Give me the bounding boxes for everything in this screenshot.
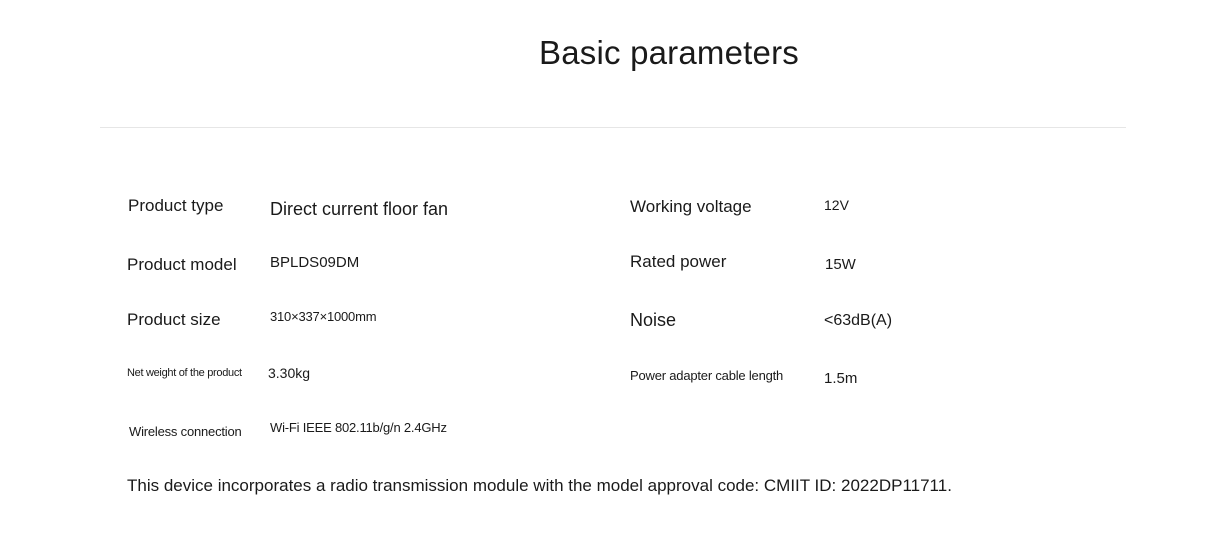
param-label-wireless-connection: Wireless connection: [129, 424, 242, 439]
radio-module-notice: This device incorporates a radio transmission module with the model approval code: CMIIT ID: 2022DP11711.: [127, 476, 952, 495]
param-label-noise: Noise: [630, 310, 677, 330]
param-label-working-voltage: Working voltage: [630, 197, 752, 216]
param-label-net-weight: Net weight of the product: [127, 367, 242, 379]
param-value-working-voltage: 12V: [824, 197, 849, 213]
param-label-power-adapter-cable-length: Power adapter cable length: [630, 368, 784, 383]
param-value-power-adapter-cable-length: 1.5m: [824, 370, 858, 387]
param-value-product-type: Direct current floor fan: [270, 199, 449, 219]
param-label-product-model: Product model: [127, 255, 237, 274]
page-title: Basic parameters: [539, 34, 799, 71]
param-value-rated-power: 15W: [825, 256, 856, 273]
param-value-wireless-connection: Wi-Fi IEEE 802.11b/g/n 2.4GHz: [270, 420, 447, 435]
param-value-product-size: 310×337×1000mm: [270, 309, 377, 324]
param-value-product-model: BPLDS09DM: [270, 254, 360, 271]
param-value-noise: <63dB(A): [824, 312, 893, 329]
param-value-net-weight: 3.30kg: [268, 365, 311, 381]
param-label-product-size: Product size: [127, 310, 221, 329]
title-divider: [100, 127, 1126, 128]
param-label-product-type: Product type: [128, 196, 224, 215]
param-label-rated-power: Rated power: [630, 252, 727, 271]
